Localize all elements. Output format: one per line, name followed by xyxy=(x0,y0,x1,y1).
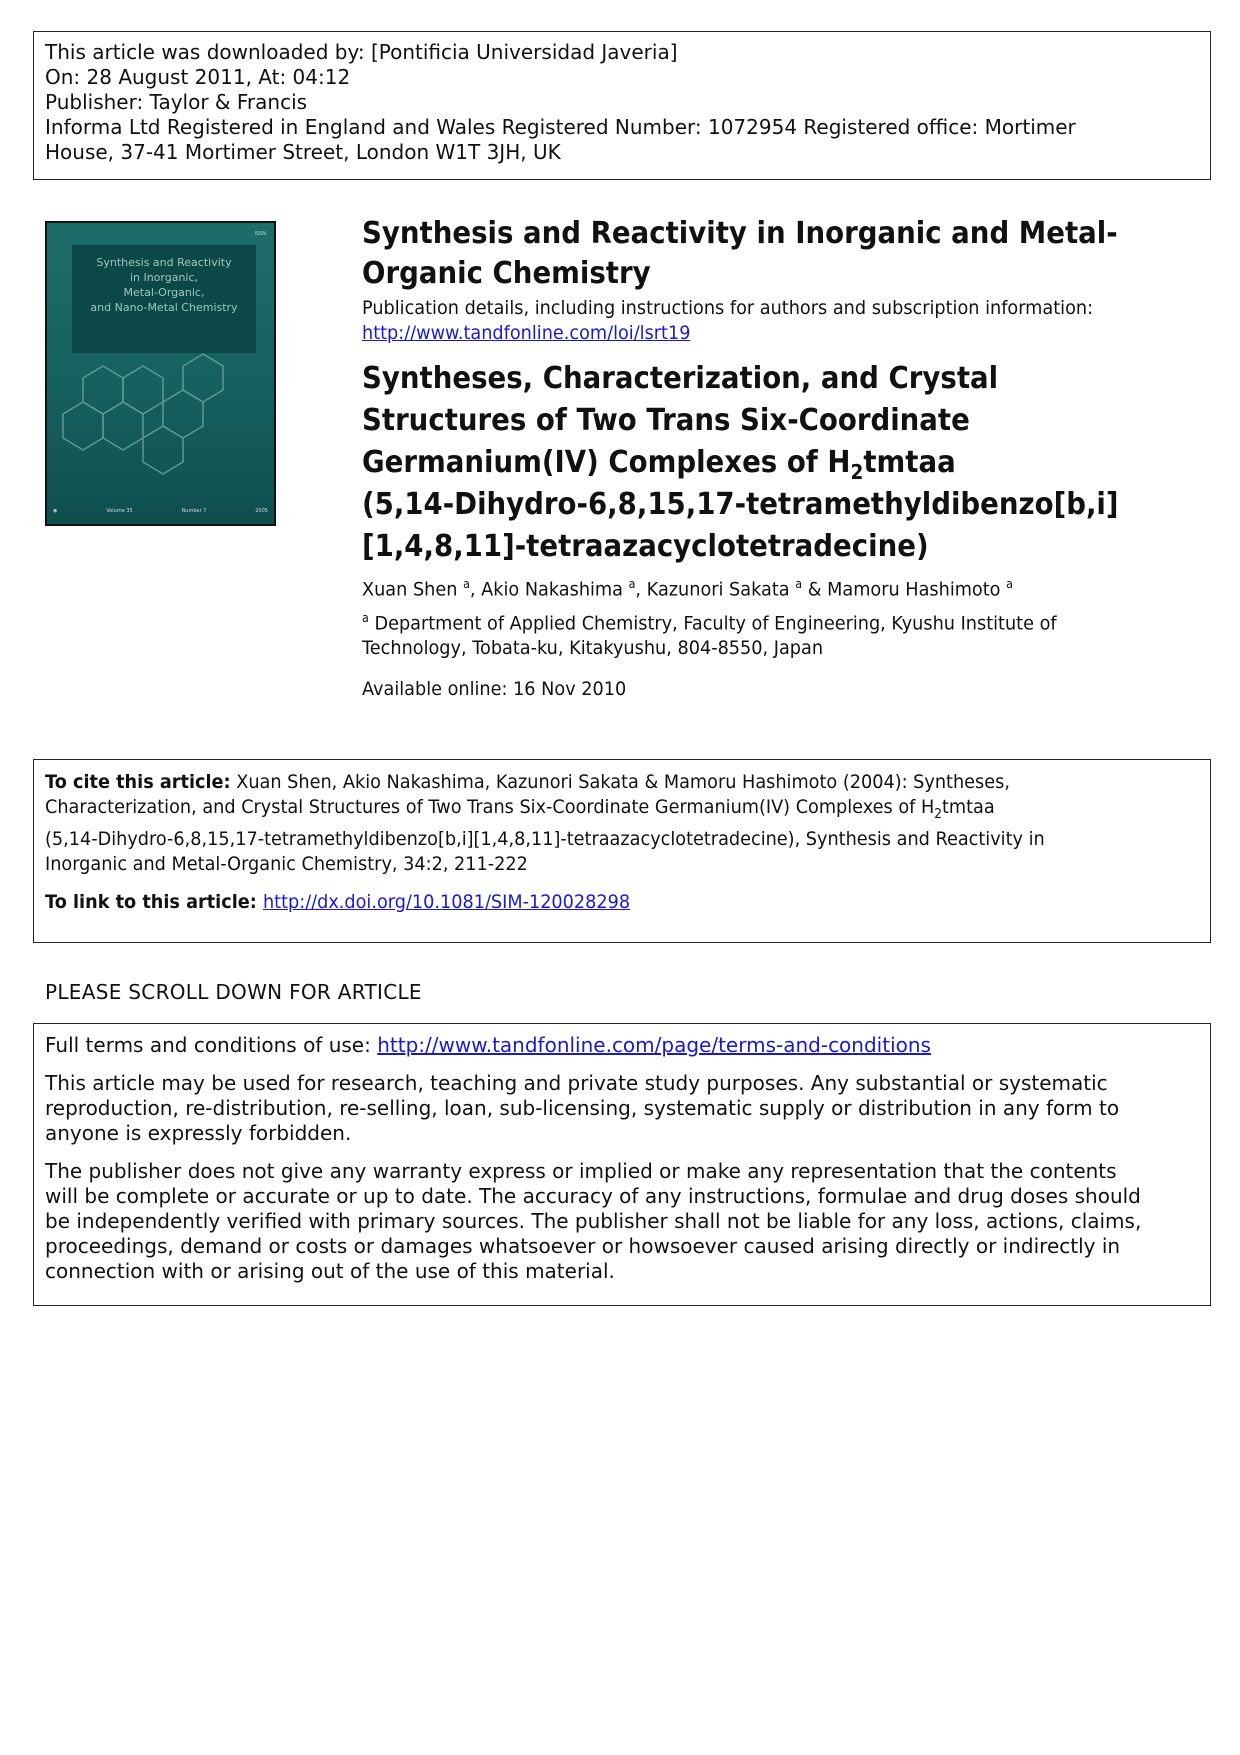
author-affil-marker: a xyxy=(628,577,636,591)
cover-title-line: and Nano-Metal Chemistry xyxy=(90,301,238,314)
author-name: Akio Nakashima xyxy=(481,578,623,601)
terms-paragraph-usage: This article may be used for research, teaching and private study purposes. Any substantial or systematic reproduction, re-distribution, re-selling, loan, sub-licensing, systematic supply or distribution in any form to anyone is expressly forbidden. xyxy=(45,1071,1120,1145)
cover-footer xyxy=(53,508,268,514)
terms-link[interactable]: http://www.tandfonline.com/page/terms-and-conditions xyxy=(377,1033,931,1057)
terms-label: Full terms and conditions of use: xyxy=(45,1033,378,1057)
cover-title-line: in Inorganic, xyxy=(129,271,199,284)
author-name: Kazunori Sakata xyxy=(646,578,790,601)
link-label: To link to this article: xyxy=(45,890,263,913)
terms-box xyxy=(33,1023,1211,1306)
download-line: House, 37-41 Mortimer Street, London W1T 3JH, UK xyxy=(45,140,561,164)
download-info-box xyxy=(33,31,1211,180)
cover-number: Number 7 xyxy=(181,508,207,514)
cover-title-line: Metal-Organic, xyxy=(123,286,205,299)
publication-details: Publication details, including instructions for authors and subscription information: http://www.tandfonline.com/loi/lsrt19 xyxy=(362,297,1094,344)
download-line: On: 28 August 2011, At: 04:12 xyxy=(45,65,351,89)
download-line: This article was downloaded by: [Pontificia Universidad Javeria] xyxy=(45,40,678,64)
download-line: Publisher: Taylor & Francis xyxy=(45,90,308,114)
affiliation: $^a$ Department of Applied Chemistry, Faculty of Engineering, Kyushu Institute of Technology, Tobata-ku, Kitakyushu, 804-8550, Japan xyxy=(362,611,1057,660)
journal-title: Synthesis and Reactivity in Inorganic and Metal- Organic Chemistry xyxy=(362,216,1118,291)
article-title: Syntheses, Characterization, and Crystal Structures of Two Trans Six-Coordinate Germanium(IV) Complexes of $H_2tmtaa$ (5,14-Dihydro-6,8,15,17-tetramethyldibenzo[b,i] [1,4,8,11]-tetraazacyclotetradecine) xyxy=(362,361,1119,564)
cover-title-line: Synthesis and Reactivity xyxy=(96,256,232,269)
author-list: Xuan Shen $^a$, Akio Nakashima $^a$, Kazunori Sakata $^a$ & Mamoru Hashimoto $^a$ xyxy=(362,577,1013,601)
author-affil-marker: a xyxy=(463,577,470,591)
cite-label: To cite this article: xyxy=(45,771,231,793)
cover-year: 2005 xyxy=(255,508,268,514)
cover-title-panel xyxy=(72,245,256,353)
scroll-notice: PLEASE SCROLL DOWN FOR ARTICLE xyxy=(45,980,422,1004)
journal-cover-image xyxy=(45,221,276,526)
citation-box: To cite this article: Xuan Shen, Akio Nakashima, Kazunori Sakata & Mamoru Hashimoto (2004): Syntheses, Characterization, and Crystal Structures of Two Trans Six-Coordinate Germanium(IV) Complexes of $H_2tmtaa$ (5,14-Dihydro-6,8,15,17-tetramethyldibenzo[b,i][1,4,8,11]-tetraazacyclotetradecine), Synthesis and Reactivity in Inorganic and Metal-Organic Chemistry, 34:2, 211-222 To link to this article: http://dx.doi.org/10.1081/SIM-120028298 xyxy=(33,759,1211,943)
terms-paragraph-warranty: The publisher does not give any warranty express or implied or make any representation that the contents will be complete or accurate or up to date. The accuracy of any instructions, formulae and drug doses should be independently verified with primary sources. The publisher shall not be liable for any loss, actions, claims, proceedings, demand or costs or damages whatsoever or howsoever caused arising directly or indirectly in connection with or arising out of the use of this material. xyxy=(45,1159,1142,1283)
author-name: Mamoru Hashimoto xyxy=(827,578,1001,601)
available-online: Available online: 16 Nov 2010 xyxy=(362,678,627,700)
author-affil-marker: a xyxy=(795,577,803,591)
author-affil-marker: a xyxy=(1006,577,1013,591)
cover-volume: Volume 35 xyxy=(106,508,133,514)
publisher-logo-icon: ◉ xyxy=(53,508,58,514)
cover-issn: ISSN xyxy=(254,231,266,237)
author-name: Xuan Shen xyxy=(362,578,458,601)
journal-url-link[interactable]: http://www.tandfonline.com/loi/lsrt19 xyxy=(362,322,691,344)
doi-link[interactable]: http://dx.doi.org/10.1081/SIM-120028298 xyxy=(262,890,631,913)
download-line: Informa Ltd Registered in England and Wales Registered Number: 1072954 Registered office: Mortimer xyxy=(45,115,1076,139)
